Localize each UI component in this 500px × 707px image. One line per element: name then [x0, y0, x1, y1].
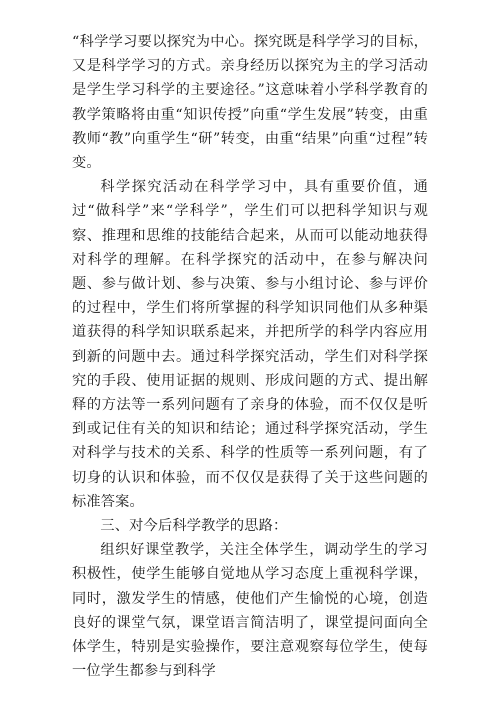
- paragraph-intro-quote: “科学学习要以探究为中心。探究既是科学学习的目标，又是科学学习的方式。亲身经历以探究为主的学习活动是学生学习科学的主要途径。”这意味着小学科学教育的教学策略将由重“知识传授”向重“学生发展”转变，由重教师“教”向重学生“研”转变，由重“结果”向重“过程”转变。: [72, 34, 428, 172]
- section-heading-future-ideas: 三、对今后科学教学的思路：: [100, 518, 288, 535]
- paragraph-inquiry-value: 科学探究活动在科学学习中，具有重要价值，通过“做科学”来“学科学”，学生们可以把科学知识与观察、推理和思维的技能结合起来，从而可以能动地获得对科学的理解。在科学探究的活动中，在参与解决问题、参与做计划、参与决策、参与小组讨论、参与评价的过程中，学生们将所掌握的科学知识同他们从多种渠道获得的科学知识联系起来，并把所学的科学内容应用到新的问题中去。通过科学探究活动，学生们对科学探究的手段、使用证据的规则、形成问题的方式、提出解释的方法等一系列问题有了亲身的体验，而不仅仅是听到或记住有关的知识和结论；通过科学探究活动，学生对科学与技术的关系、科学的性质等一系列问题，有了切身的认识和体验，而不仅仅是获得了关于这些问题的标准答案。: [72, 179, 428, 510]
- paragraph-classroom-organization: 组织好课堂教学，关注全体学生，调动学生的学习积极性，使学生能够自觉地从学习态度上重视科学课，同时，激发学生的情感，使他们产生愉悦的心境，创造良好的课堂气氛，课堂语言简洁明了，课堂提问面向全体学生，特别是实验操作，要注意观察每位学生，使每一位学生都参与到科学: [72, 542, 428, 680]
- document-page: [72, 30, 428, 683]
